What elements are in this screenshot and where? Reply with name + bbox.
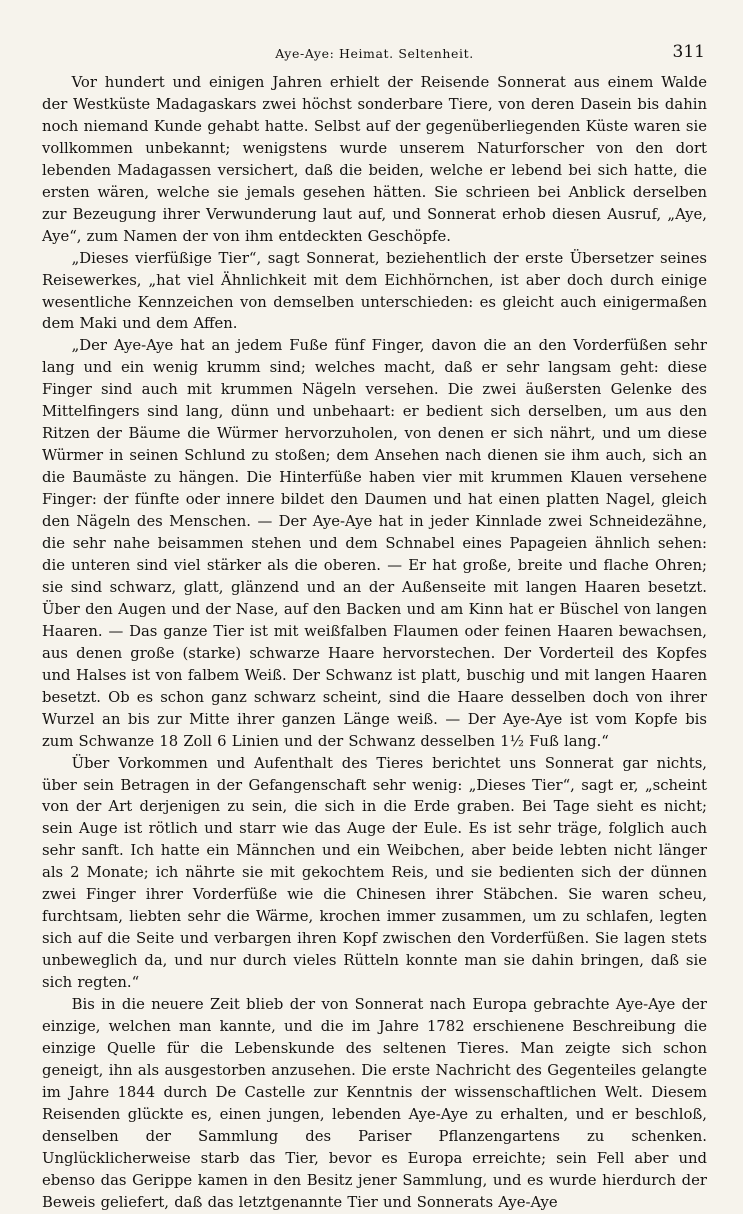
paragraph: Über Vorkommen und Aufenthalt des Tieres berichtet uns Sonnerat gar nichts, über sein Betragen in der Gefangenschaft sehr wenig: „Dieses Tier“, sagt er, „scheint von der Art derjenigen zu sein, die sich in die Erde graben. Bei Tage sieht es nicht; sein Auge ist rötlich und starr wie das Auge der Eule. Es ist sehr träge, folglich auch sehr sanft. Ich hatte ein Männchen und ein Weibchen, aber beide lebten nicht länger als 2 Monate; ich nährte sie mit gekochtem Reis, und sie bedienten sich der dünnen zwei Finger ihrer Vorderfüße wie die Chinesen ihrer Stäbchen. Sie waren scheu, furchtsam, liebten sehr die Wärme, krochen immer zusammen, um zu schlafen, legten sich auf die Seite und verbargen ihren Kopf zwischen den Vorderfüßen. Sie lagen stets unbeweglich da, und nur durch vieles Rütteln konnte man sie dahin bringen, daß sie sich regten.“	[42, 754, 707, 992]
paragraph: Vor hundert und einigen Jahren erhielt der Reisende Sonnerat aus einem Walde der Westküste Madagaskars zwei höchst sonderbare Tiere, von deren Dasein bis dahin noch niemand Kunde gehabt hatte. Selbst auf der gegenüberliegenden Küste waren sie vollkommen unbekannt; wenigstens wurde unserem Naturforscher von den dort lebenden Madagassen versichert, daß die beiden, welche er lebend bei sich hatte, die ersten wären, welche sie jemals gesehen hätten. Sie schrieen bei Anblick derselben zur Bezeugung ihrer Verwunderung laut auf, und Sonnerat erhob diesen Ausruf, „Aye, Aye“, zum Namen der von ihm entdeckten Geschöpfe.	[42, 74, 707, 245]
running-head: Aye-Aye: Heimat. Seltenheit.	[275, 46, 474, 61]
paragraph: „Dieses vierfüßige Tier“, sagt Sonnerat, beziehentlich der erste Übersetzer seines Reisewerkes, „hat viel Ähnlichkeit mit dem Eichhörnchen, ist aber doch durch einige wesentliche Kennzeichen von demselben unterschieden: es gleicht auch einigermaßen dem Maki und dem Affen.	[42, 249, 707, 333]
page-header	[42, 40, 707, 62]
paragraph: Bis in die neuere Zeit blieb der von Sonnerat nach Europa gebrachte Aye-Aye der einzige, welchen man kannte, und die im Jahre 1782 erschienene Beschreibung die einzige Quelle für die Lebenskunde des seltenen Tieres. Man zeigte sich schon geneigt, ihn als ausgestorben anzusehen. Die erste Nachricht des Gegenteiles gelangte im Jahre 1844 durch De Castelle zur Kenntnis der wissenschaftlichen Welt. Diesem Reisenden glückte es, einen jungen, lebenden Aye-Aye zu erhalten, und er beschloß, denselben der Sammlung des Pariser Pflanzengartens zu schenken. Unglücklicherweise starb das Tier, bevor es Europa erreichte; sein Fell aber und ebenso das Gerippe kamen in den Besitz jener Sammlung, und es wurde hierdurch der Beweis geliefert, daß das letztgenannte Tier und Sonnerats Aye-Aye	[42, 996, 707, 1211]
body-text	[42, 72, 707, 1214]
paragraph: „Der Aye-Aye hat an jedem Fuße fünf Finger, davon die an den Vorderfüßen sehr lang und ein wenig krumm sind; welches macht, daß er sehr langsam geht: diese Finger sind auch mit krummen Nägeln versehen. Die zwei äußersten Gelenke des Mittelfingers sind lang, dünn und unbehaart: er bedient sich derselben, um aus den Ritzen der Bäume die Würmer hervorzuholen, von denen er sich nährt, und um diese Würmer in seinen Schlund zu stoßen; dem Ansehen nach dienen sie ihm auch, sich an die Baumäste zu hängen. Die Hinterfüße haben vier mit krummen Klauen versehene Finger: der fünfte oder innere bildet den Daumen und hat einen platten Nagel, gleich den Nägeln des Menschen. — Der Aye-Aye hat in jeder Kinnlade zwei Schneidezähne, die sehr nahe beisammen stehen und dem Schnabel eines Papageien ähnlich sehen: die unteren sind viel stärker als die oberen. — Er hat große, breite und flache Ohren; sie sind schwarz, glatt, glänzend und an der Außenseite mit langen Haaren besetzt. Über den Augen und der Nase, auf den Backen und am Kinn hat er Büschel von langen Haaren. — Das ganze Tier ist mit weißfalben Flaumen oder feinen Haaren bewachsen, aus denen große (starke) schwarze Haare hervorstechen. Der Vorderteil des Kopfes und Halses ist von falbem Weiß. Der Schwanz ist platt, buschig und mit langen Haaren besetzt. Ob es schon ganz schwarz scheint, sind die Haare desselben doch von ihrer Wurzel an bis zur Mitte ihrer ganzen Länge weiß. — Der Aye-Aye ist vom Kopfe bis zum Schwanze 18 Zoll 6 Linien und der Schwanz desselben 1½ Fuß lang.“	[42, 337, 707, 750]
page-number: 311	[672, 42, 705, 62]
